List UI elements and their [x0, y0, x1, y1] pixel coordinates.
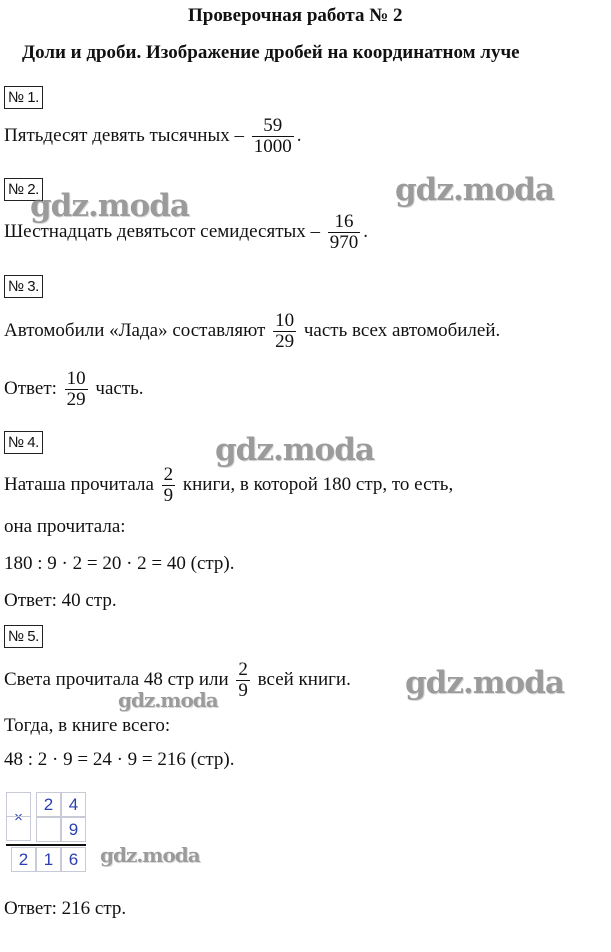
watermark-logo: gdz.moda — [395, 172, 554, 208]
fraction-numerator: 10 — [275, 310, 295, 331]
task-3-badge: № 3. — [4, 275, 43, 298]
fraction-denominator: 1000 — [253, 135, 292, 157]
task-4-badge: № 4. — [4, 431, 43, 454]
task-1-text: Пятьдесят девять тысячных – — [4, 124, 244, 146]
fraction-denominator: 970 — [329, 231, 359, 253]
fraction-numerator: 10 — [66, 368, 86, 389]
task-4-fraction — [162, 465, 176, 506]
grid-cell — [6, 792, 31, 817]
fraction-numerator: 2 — [163, 464, 174, 485]
fraction-numerator: 2 — [238, 659, 248, 680]
grid-digit: 1 — [36, 847, 61, 872]
task-5-text-after: всей книги. — [257, 668, 351, 690]
fraction-denominator: 9 — [163, 484, 174, 506]
task-3-answer — [4, 369, 144, 410]
watermark-logo: gdz.moda — [118, 688, 218, 712]
watermark-logo: gdz.moda — [405, 665, 564, 701]
grid-digit: 2 — [36, 792, 61, 817]
task-3-fraction — [273, 311, 296, 352]
task-5-text-before: Света прочитала 48 стр или — [4, 668, 229, 690]
task-3-answer-fraction — [65, 369, 88, 410]
multiply-operator: × — [14, 809, 23, 826]
task-5-fraction — [236, 660, 250, 701]
fraction-numerator: 16 — [334, 211, 354, 232]
watermark-logo: gdz.moda — [215, 432, 374, 468]
task-1-period: . — [296, 124, 302, 146]
task-4-calc: 180 : 9 · 2 = 20 · 2 = 40 (стр). — [4, 553, 235, 574]
grid-digit: 2 — [11, 847, 36, 872]
task-1-fraction — [252, 116, 294, 157]
task-3-line — [4, 311, 500, 352]
task-3-text-after: часть всех автомобилей. — [303, 319, 501, 341]
grid-cell — [6, 816, 31, 841]
fraction-numerator: 59 — [263, 115, 283, 136]
fraction-denominator: 29 — [66, 388, 86, 410]
grid-digit: 9 — [61, 817, 86, 842]
task-2-text: Шестнадцать девятьсот семидесятых – — [4, 220, 321, 242]
watermark-logo: gdz.moda — [100, 843, 200, 867]
task-5-answer: Ответ: 216 стр. — [4, 898, 127, 919]
task-4-line-2: она прочитала: — [4, 516, 126, 537]
task-1-line — [4, 116, 302, 157]
grid-digit: 4 — [61, 792, 86, 817]
task-1-badge: № 1. — [4, 86, 43, 109]
task-5-calc: 48 : 2 · 9 = 24 · 9 = 216 (стр). — [4, 749, 235, 770]
page-subtitle: Доли и дроби. Изображение дробей на координатном луче — [22, 42, 520, 63]
task-4-answer: Ответ: 40 стр. — [4, 590, 117, 611]
watermark-logo: gdz.moda — [30, 188, 189, 224]
task-5-line-2: Тогда, в книге всего: — [4, 715, 171, 736]
task-4-line — [4, 465, 453, 506]
task-2-period: . — [363, 220, 369, 242]
page-title: Проверочная работа № 2 — [188, 5, 403, 26]
task-4-text-after: книги, в которой 180 стр, то есть, — [182, 473, 454, 495]
fraction-denominator: 29 — [275, 330, 295, 352]
answer-after: часть. — [95, 377, 144, 399]
task-2-badge: № 2. — [4, 178, 43, 201]
grid-digit: 6 — [61, 847, 86, 872]
task-5-badge: № 5. — [4, 625, 43, 648]
grid-cell — [36, 817, 61, 842]
answer-label: Ответ: — [4, 377, 57, 399]
multiplication-line — [6, 844, 86, 846]
task-4-text-before: Наташа прочитала — [4, 473, 154, 495]
task-2-fraction — [328, 212, 361, 253]
fraction-denominator: 9 — [238, 679, 248, 701]
task-3-text-before: Автомобили «Лада» составляют — [4, 319, 266, 341]
